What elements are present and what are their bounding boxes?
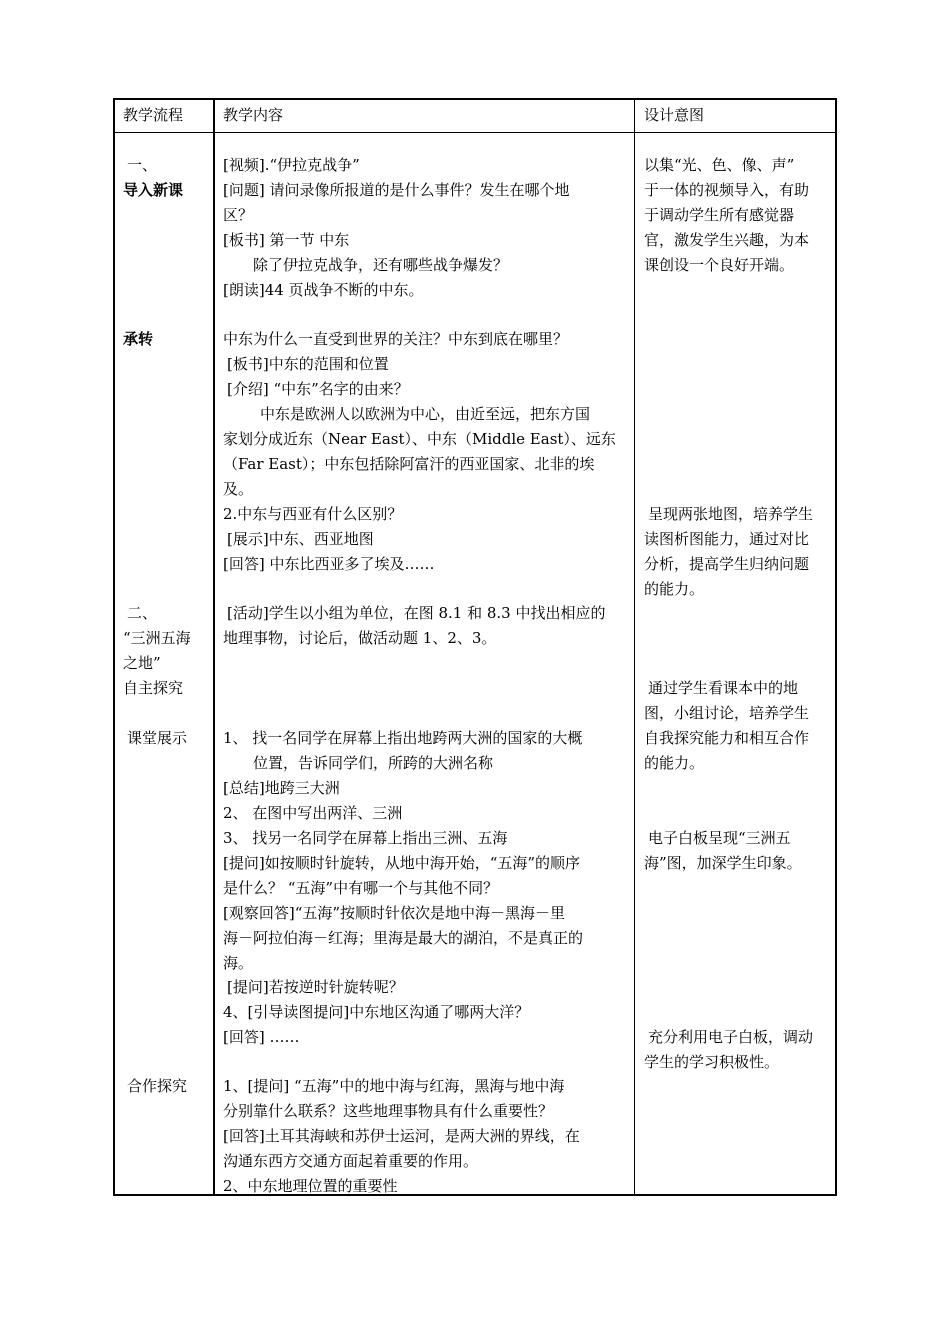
section-2-title-line2: 之地” — [123, 654, 161, 672]
cooperative-explore-label: 合作探究 — [127, 1077, 188, 1095]
content-line: 2、中东地理位置的重要性 — [223, 1177, 398, 1195]
content-line: [回答]土耳其海峡和苏伊士运河，是两大洲的界线，在 — [223, 1127, 580, 1145]
content-line: [回答] …… — [223, 1028, 300, 1046]
content-line: 2、 在图中写出两洋、三洲 — [223, 804, 403, 822]
intent-line: 呈现两张地图，培养学生 — [648, 505, 814, 523]
content-line: [展示]中东、西亚地图 — [227, 530, 374, 548]
transition-label: 承转 — [123, 330, 154, 348]
intent-line: 于一体的视频导入，有助 — [644, 181, 810, 199]
content-line: [问题] 请问录像所报道的是什么事件？发生在哪个地 — [223, 181, 570, 199]
intent-line: 官，激发学生兴趣，为本 — [644, 231, 810, 249]
section-1-number: 一、 — [127, 156, 158, 174]
content-line: 及。 — [223, 480, 254, 498]
content-line: （Far East）；中东包括除阿富汗的西亚国家、北非的埃 — [223, 455, 595, 473]
content-line: [提问]若按逆时针旋转呢？ — [227, 978, 404, 996]
content-line: [板书] 第一节 中东 — [223, 231, 350, 249]
content-line: 1、[提问] “五海”中的地中海与红海，黑海与地中海 — [223, 1077, 565, 1095]
content-line: 区？ — [223, 206, 254, 224]
intent-line: 图，小组讨论，培养学生 — [644, 704, 810, 722]
content-line: [观察回答]“五海”按顺时针依次是地中海－黑海－里 — [223, 904, 566, 922]
content-line: [总结]地跨三大洲 — [223, 779, 340, 797]
header-divider — [115, 132, 835, 133]
content-line: 地理事物，讨论后，做活动题 1、2、3。 — [223, 629, 497, 647]
content-line: 1、 找一名同学在屏幕上指出地跨两大洲的国家的大概 — [223, 729, 583, 747]
column-divider — [634, 100, 635, 1194]
content-line: 沟通东西方交通方面起着重要的作用。 — [223, 1152, 479, 1170]
content-line: 是什么？ “五海”中有哪一个与其他不同？ — [223, 879, 499, 897]
intent-line: 自我探究能力和相互合作 — [644, 729, 810, 747]
section-2-title-line1: “三洲五海 — [123, 629, 191, 647]
header-content: 教学内容 — [223, 106, 284, 124]
intent-line: 通过学生看课本中的地 — [648, 679, 799, 697]
content-line: 分别靠什么联系？这些地理事物具有什么重要性？ — [223, 1102, 554, 1120]
content-line: 位置，告诉同学们，所跨的大洲名称 — [253, 754, 494, 772]
intent-line: 的能力。 — [644, 580, 705, 598]
section-2-number: 二、 — [127, 604, 158, 622]
classroom-display-label: 课堂展示 — [127, 729, 188, 747]
content-line: 中东是欧洲人以欧洲为中心，由近至远，把东方国 — [260, 405, 591, 423]
content-line: [介绍] “中东”名字的由来？ — [227, 380, 409, 398]
intent-line: 的能力。 — [644, 754, 705, 772]
content-line: [朗读]44 页战争不断的中东。 — [223, 281, 424, 299]
intent-line: 读图析图能力，通过对比 — [644, 530, 810, 548]
intent-line: 充分利用电子白板，调动 — [648, 1028, 814, 1046]
self-explore-label: 自主探究 — [123, 679, 184, 697]
intent-line: 课创设一个良好开端。 — [644, 256, 795, 274]
section-1-title: 导入新课 — [123, 181, 184, 199]
content-line: [视频].“伊拉克战争” — [223, 156, 360, 174]
content-line: [回答] 中东比西亚多了埃及…… — [223, 555, 435, 573]
content-line: 4、[引导读图提问]中东地区沟通了哪两大洋？ — [223, 1003, 530, 1021]
content-line: 家划分成近东（Near East）、中东（Middle East）、远东 — [223, 430, 616, 448]
content-line: 中东为什么一直受到世界的关注？中东到底在哪里？ — [223, 330, 569, 348]
content-line: [提问]如按顺时针旋转，从地中海开始，“五海”的顺序 — [223, 854, 581, 872]
content-line: 除了伊拉克战争，还有哪些战争爆发？ — [253, 256, 509, 274]
intent-line: 学生的学习积极性。 — [644, 1053, 780, 1071]
content-line: 海－阿拉伯海－红海；里海是最大的湖泊，不是真正的 — [223, 929, 584, 947]
header-process: 教学流程 — [123, 106, 184, 124]
intent-line: 电子白板呈现“三洲五 — [648, 829, 791, 847]
intent-line: 分析，提高学生归纳问题 — [644, 555, 810, 573]
intent-line: 海”图，加深学生印象。 — [644, 854, 802, 872]
content-line: 2.中东与西亚有什么区别？ — [223, 505, 403, 523]
content-line: [活动]学生以小组为单位，在图 8.1 和 8.3 中找出相应的 — [227, 604, 606, 622]
content-line: 3、 找另一名同学在屏幕上指出三洲、五海 — [223, 829, 508, 847]
intent-line: 以集“光、色、像、声” — [644, 156, 795, 174]
content-line: [板书]中东的范围和位置 — [227, 355, 389, 373]
column-divider — [213, 100, 215, 1194]
header-intent: 设计意图 — [644, 106, 705, 124]
intent-line: 于调动学生所有感觉器 — [644, 206, 795, 224]
content-line: 海。 — [223, 954, 254, 972]
